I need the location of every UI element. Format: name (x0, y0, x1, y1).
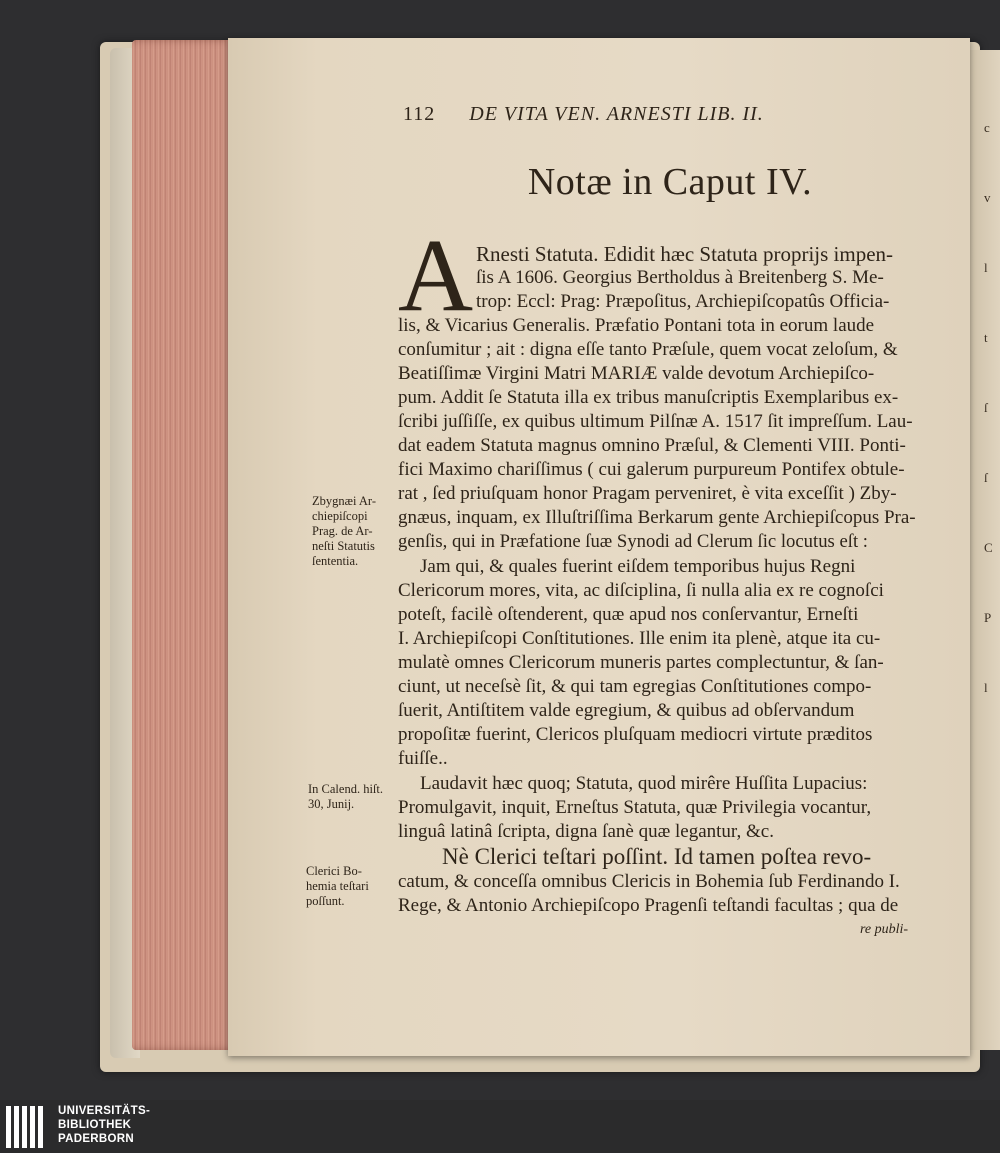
facing-page-char: c (984, 120, 990, 135)
library-name-line: UNIVERSITÄTS- (58, 1105, 151, 1117)
text-line: trop: Eccl: Prag: Præpoſitus, Archiepiſcopatûs Officia- (476, 291, 890, 312)
text-line: conſumitur ; ait : digna eſſe tanto Præſule, quem vocat zeloſum, & (398, 339, 898, 360)
text-line: catum, & conceſſa omnibus Clericis in Bohemia ſub Ferdinando I. (398, 871, 900, 892)
facing-page-char: t (984, 330, 988, 345)
library-name-line: BIBLIOTHEK (58, 1119, 132, 1131)
facing-page-char: ſ (984, 400, 988, 415)
text-line: ciunt, ut neceſsè ſit, & qui tam egregias Conſtitutiones compo- (398, 676, 872, 697)
text-line: ſis A 1606. Georgius Bertholdus à Breitenberg S. Me- (476, 267, 884, 288)
margin-note-line: 30, Junij. (308, 797, 355, 811)
text-line: Promulgavit, inquit, Erneſtus Statuta, quæ Privilegia vocantur, (398, 797, 872, 818)
text-line: re publi- (860, 922, 909, 937)
library-footer (0, 1100, 1000, 1153)
text-line: Jam qui, & quales fuerint eiſdem temporibus hujus Regni (420, 556, 856, 577)
library-logo-icon (6, 1106, 52, 1148)
facing-page-edge (970, 50, 1000, 1050)
text-line: fuiſſe.. (398, 748, 448, 769)
page-number: 112 (403, 103, 436, 125)
facing-page-char: l (984, 680, 988, 695)
text-line: Rege, & Antonio Archiepiſcopo Pragenſi teſtandi facultas ; qua de (398, 895, 899, 916)
text-line: lis, & Vicarius Generalis. Præfatio Pontani tota in eorum laude (398, 315, 875, 336)
margin-note-line: Prag. de Ar- (312, 524, 373, 538)
facing-page-char: v (984, 190, 991, 205)
margin-note-line: Zbygnæi Ar- (312, 494, 376, 508)
text-line: linguâ latinâ ſcripta, digna ſanè quæ legantur, &c. (398, 821, 774, 842)
text-line: genſis, qui in Præfatione ſuæ Synodi ad Clerum ſic locutus eſt : (398, 531, 869, 552)
library-name (58, 1104, 150, 1146)
facing-page-char: ſ (984, 470, 988, 485)
margin-note-line: chiepiſcopi (312, 509, 368, 523)
running-title: DE VITA VEN. ARNESTI LIB. II. (469, 103, 764, 125)
text-line: rat , ſed priuſquam honor Pragam perveniret, è vita exceſſit ) Zby- (398, 483, 897, 504)
text-line: Beatiſſimæ Virgini Matri MARIÆ valde devotum Archiepiſco- (398, 363, 875, 384)
margin-note-line: ſententia. (312, 554, 359, 568)
margin-note-line: neſti Statutis (312, 539, 375, 553)
page-title: Notæ in Caput IV. (527, 161, 813, 203)
text-line: propoſitæ fuerint, Clericos pluſquam mediocri virtute præditos (398, 724, 873, 745)
text-line: gnæus, inquam, ex Illuſtriſſima Berkarum gente Archiepiſcopus Pra- (398, 507, 916, 528)
drop-cap: A (398, 218, 474, 333)
text-line: I. Archiepiſcopi Conſtitutiones. Ille enim ita plenè, atque ita cu- (398, 628, 881, 649)
margin-note-line: Clerici Bo- (306, 864, 362, 878)
running-header (403, 103, 903, 126)
library-name-line: PADERBORN (58, 1133, 134, 1145)
page-edges (132, 40, 240, 1050)
margin-note-line: poſſunt. (306, 894, 345, 908)
text-line: Clericorum mores, vita, ac diſciplina, ſi nulla alia ex re cognoſci (398, 580, 884, 601)
text-line: dat eadem Statuta magnus omnino Præſul, & Clementi VIII. Ponti- (398, 435, 906, 456)
text-line: Nè Clerici teſtari poſſint. Id tamen poſtea revo- (442, 844, 872, 869)
text-line: mulatè omnes Clericorum muneris partes complectuntur, & ſan- (398, 652, 884, 673)
text-line: pum. Addit ſe Statuta illa ex tribus manuſcriptis Exemplaribus ex- (398, 387, 899, 408)
text-line: poteſt, facilè oſtenderent, quæ apud nos conſervantur, Erneſti (398, 604, 859, 625)
facing-page-char: C (984, 540, 993, 555)
margin-note-line: In Calend. hiſt. (308, 782, 383, 796)
margin-note-line: hemia teſtari (306, 879, 369, 893)
facing-page-char: l (984, 260, 988, 275)
text-line: ſcribi juſſiſſe, ex quibus ultimum Pilſnæ A. 1517 ſit impreſſum. Lau- (398, 411, 913, 432)
text-line: Laudavit hæc quoq; Statuta, quod mirêre Huſſita Lupacius: (420, 773, 868, 794)
text-line: fici Maximo chariſſimus ( cui galerum purpureum Pontifex obtule- (398, 459, 905, 480)
text-line: Rnesti Statuta. Edidit hæc Statuta proprijs impen- (476, 242, 894, 266)
facing-page-char: P (984, 610, 992, 625)
text-line: ſuerit, Antiſtitem valde egregium, & quibus ad obſervandum (398, 700, 855, 721)
